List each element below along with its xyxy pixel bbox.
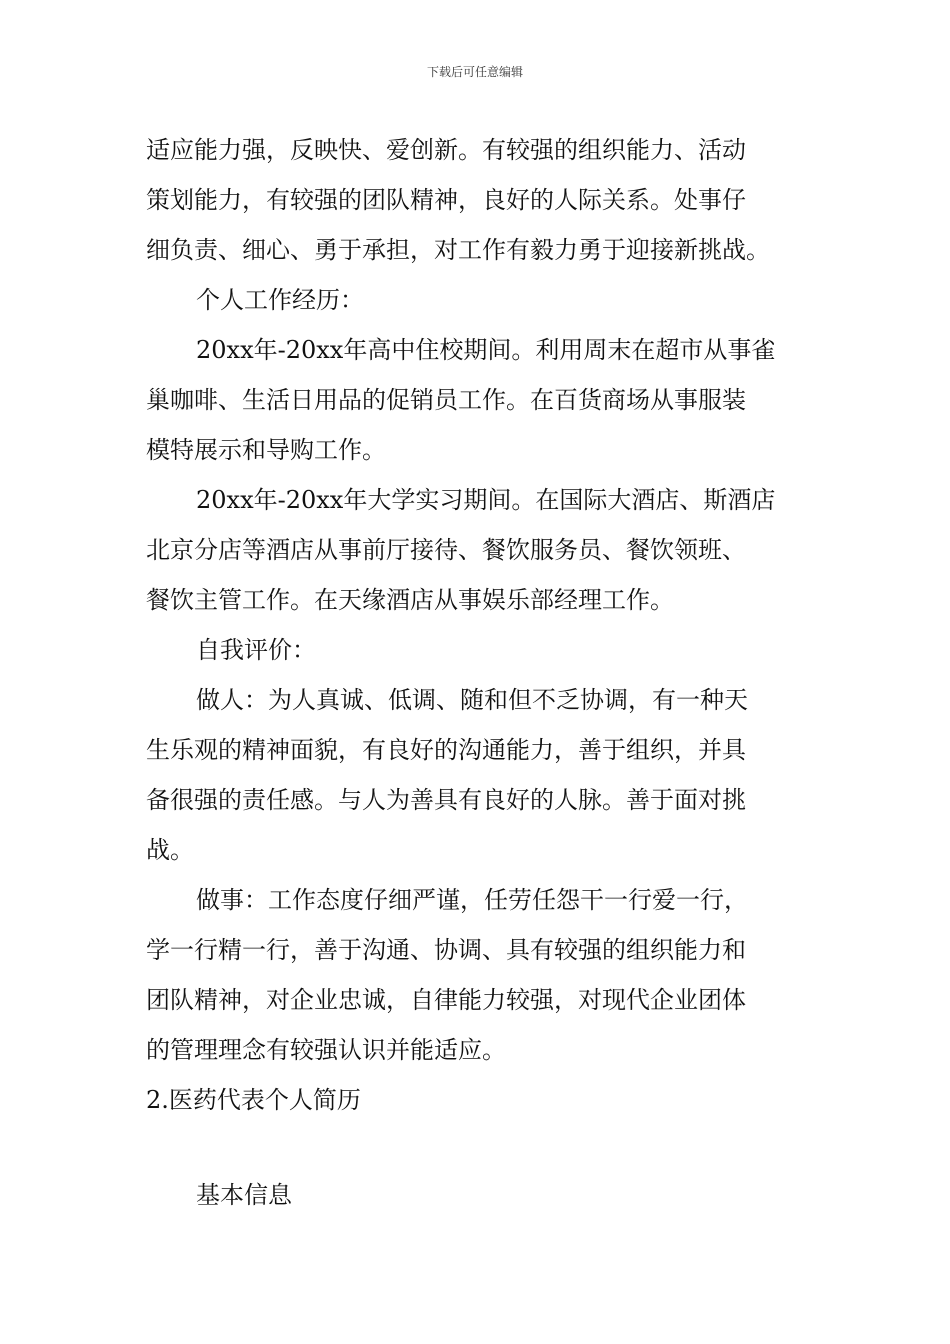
paragraph-line: 学一行精一行，善于沟通、协调、具有较强的组织能力和 <box>146 936 746 964</box>
page-header-note: 下载后可任意编辑 <box>426 65 523 79</box>
paragraph-line: 巢咖啡、生活日用品的促销员工作。在百货商场从事服装 <box>146 386 746 414</box>
section-title-pharma-rep-resume: 2.医药代表个人简历 <box>146 1086 361 1114</box>
section-heading-work-experience: 个人工作经历： <box>196 286 364 314</box>
paragraph-line: 20xx年-20xx年大学实习期间。在国际大酒店、斯酒店 <box>196 486 776 514</box>
paragraph-line: 做人：为人真诚、低调、随和但不乏协调，有一种天 <box>196 686 748 714</box>
paragraph-line: 生乐观的精神面貌，有良好的沟通能力，善于组织，并具 <box>146 736 746 764</box>
paragraph-line: 备很强的责任感。与人为善具有良好的人脉。善于面对挑 <box>146 786 746 814</box>
paragraph-line: 的管理理念有较强认识并能适应。 <box>146 1036 506 1064</box>
paragraph-line: 策划能力，有较强的团队精神，良好的人际关系。处事仔 <box>146 186 746 214</box>
paragraph-line: 战。 <box>146 836 194 864</box>
section-heading-basic-info: 基本信息 <box>196 1181 292 1209</box>
paragraph-line: 做事：工作态度仔细严谨，任劳任怨干一行爱一行， <box>196 886 748 914</box>
paragraph-line: 团队精神，对企业忠诚，自律能力较强，对现代企业团体 <box>146 986 746 1014</box>
paragraph-line: 模特展示和导购工作。 <box>146 436 386 464</box>
paragraph-line: 细负责、细心、勇于承担，对工作有毅力勇于迎接新挑战。 <box>146 236 770 264</box>
paragraph-line: 适应能力强，反映快、爱创新。有较强的组织能力、活动 <box>146 136 746 164</box>
section-heading-self-evaluation: 自我评价： <box>196 636 316 664</box>
paragraph-line: 餐饮主管工作。在天缘酒店从事娱乐部经理工作。 <box>146 586 674 614</box>
paragraph-line: 北京分店等酒店从事前厅接待、餐饮服务员、餐饮领班、 <box>146 536 746 564</box>
paragraph-line: 20xx年-20xx年高中住校期间。利用周末在超市从事雀 <box>196 336 776 364</box>
